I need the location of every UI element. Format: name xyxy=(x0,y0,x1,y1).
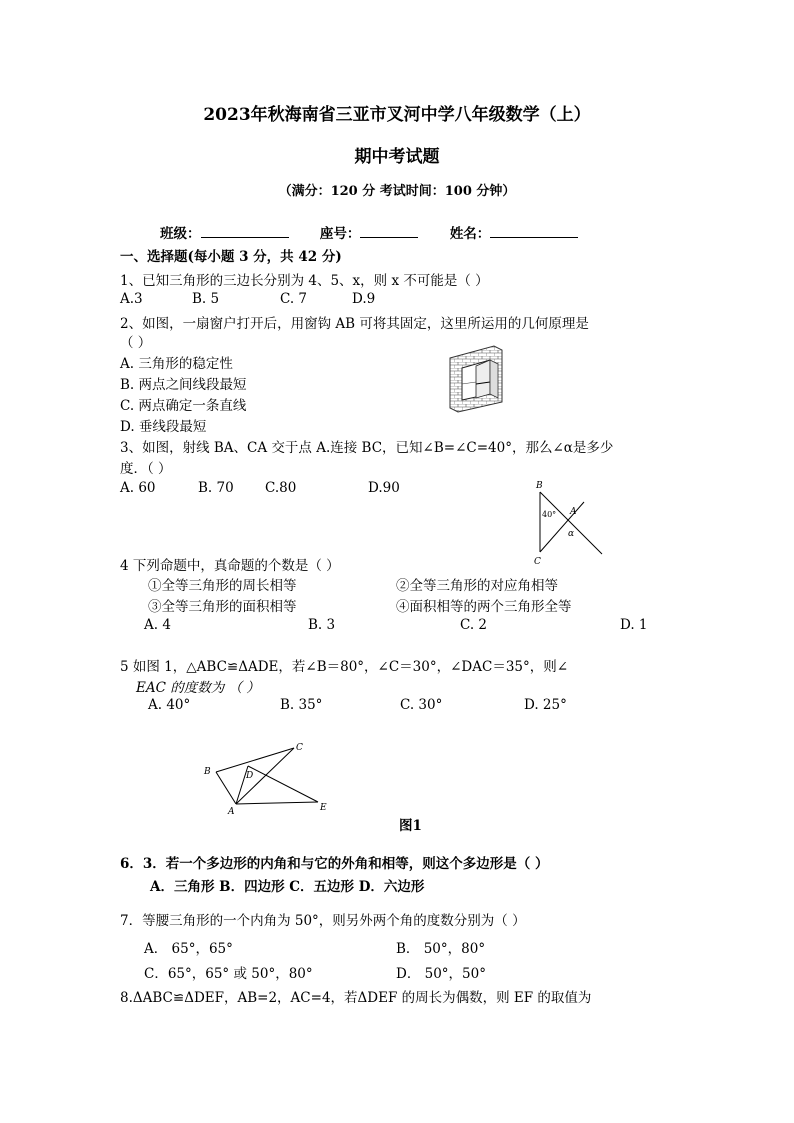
q5-stem-cont: EAC 的度数为 （ ） xyxy=(136,680,260,696)
q3-opt-a: A. 60 xyxy=(120,480,156,496)
label-a: A xyxy=(228,807,235,817)
label-alpha: α xyxy=(568,529,575,539)
section-title: 一、选择题(每小题 3 分，共 42 分) xyxy=(120,249,342,265)
q2-paren: （ ） xyxy=(120,335,152,351)
q4-opt-a: A. 4 xyxy=(144,617,171,633)
q4-prop-2: ②全等三角形的对应角相等 xyxy=(396,578,558,594)
q2-opt-b: B. 两点之间线段最短 xyxy=(120,377,247,393)
q7-opt-a: A． 65°，65° xyxy=(144,941,233,957)
q4-prop-1: ①全等三角形的周长相等 xyxy=(148,578,297,594)
q2-opt-c: C. 两点确定一条直线 xyxy=(120,398,247,414)
label-c: C xyxy=(534,557,541,567)
q8-stem: 8.ΔABC≌ΔDEF，AB=2，AC=4，若ΔDEF 的周长为偶数，则 EF 的取值为 xyxy=(120,990,592,1006)
q1-opt-b: B. 5 xyxy=(192,291,220,307)
q3-stem: 3、如图，射线 BA、CA 交于点 A.连接 BC，已知∠B=∠C=40°，那么∠α是多少 xyxy=(120,440,614,456)
label-angle-40: 40° xyxy=(542,510,557,519)
q3-opt-c: C.80 xyxy=(265,480,297,496)
segment-ae xyxy=(236,802,318,804)
seat-label: 座号： xyxy=(319,226,361,242)
label-e: E xyxy=(320,803,327,813)
label-d: D xyxy=(246,771,254,781)
q2-opt-d: D. 垂线段最短 xyxy=(120,419,207,435)
ray-ba xyxy=(540,492,602,554)
q2-opt-a: A. 三角形的稳定性 xyxy=(120,356,233,372)
q4-prop-4: ④面积相等的两个三角形全等 xyxy=(396,599,572,615)
q7-opt-d: D． 50°，50° xyxy=(396,966,486,982)
q7-opt-b: B． 50°，80° xyxy=(396,941,486,957)
label-c: C xyxy=(296,743,303,753)
q4-opt-c: C. 2 xyxy=(460,617,488,633)
q3-triangle-figure xyxy=(528,478,608,568)
info-line xyxy=(160,222,578,242)
q6-options: A．三角形 B．四边形 C．五边形 D．六边形 xyxy=(150,879,425,895)
q2-stem: 2、如图，一扇窗户打开后，用窗钩 AB 可将其固定，这里所运用的几何原理是 xyxy=(120,316,589,332)
figure-1-caption: 图1 xyxy=(399,818,422,834)
q4-opt-b: B. 3 xyxy=(308,617,336,633)
q5-opt-a: A. 40° xyxy=(148,697,191,713)
q7-opt-c: C．65°，65° 或 50°，80° xyxy=(144,966,313,982)
window-figure xyxy=(446,344,506,414)
q3-opt-b: B. 70 xyxy=(198,480,234,496)
q1-stem: 1、已知三角形的三边长分别为 4、5、x，则 x 不可能是（ ） xyxy=(120,273,489,289)
q5-stem: 5 如图 1，△ABC≌ΔADE，若∠B＝80°，∠C＝30°，∠DAC＝35°，则∠ xyxy=(120,659,569,675)
q3-stem-cont: 度．（ ） xyxy=(120,461,172,477)
segment-bc xyxy=(216,748,294,772)
q6-stem: 6．3．若一个多边形的内角和与它的外角和相等，则这个多边形是（ ） xyxy=(120,856,549,872)
segment-ab xyxy=(216,772,236,804)
seat-blank[interactable] xyxy=(360,224,418,238)
class-blank[interactable] xyxy=(201,224,289,238)
q5-triangle-figure xyxy=(200,736,340,816)
q1-opt-d: D.9 xyxy=(352,291,376,307)
segment-de xyxy=(248,766,318,802)
q4-opt-d: D. 1 xyxy=(620,617,648,633)
q3-opt-d: D.90 xyxy=(368,480,400,496)
exam-title: 2023年秋海南省三亚市叉河中学八年级数学（上） xyxy=(203,105,591,125)
label-b: B xyxy=(536,481,543,491)
exam-subtitle: 期中考试题 xyxy=(354,147,440,167)
name-label: 姓名： xyxy=(449,226,491,242)
name-blank[interactable] xyxy=(490,224,578,238)
q1-opt-a: A.3 xyxy=(120,291,143,307)
q5-opt-b: B. 35° xyxy=(280,697,323,713)
exam-meta: （满分：120 分 考试时间：100 分钟） xyxy=(278,184,516,199)
q7-stem: 7．等腰三角形的一个内角为 50°，则另外两个角的度数分别为（ ） xyxy=(120,913,526,929)
q4-stem: 4 下列命题中，真命题的个数是（ ） xyxy=(120,558,340,574)
label-a: A xyxy=(570,507,577,517)
label-b: B xyxy=(204,767,211,777)
class-label: 班级： xyxy=(160,226,201,242)
q5-opt-c: C. 30° xyxy=(400,697,443,713)
q1-opt-c: C. 7 xyxy=(280,291,308,307)
q4-prop-3: ③全等三角形的面积相等 xyxy=(148,599,297,615)
q5-opt-d: D. 25° xyxy=(524,697,567,713)
